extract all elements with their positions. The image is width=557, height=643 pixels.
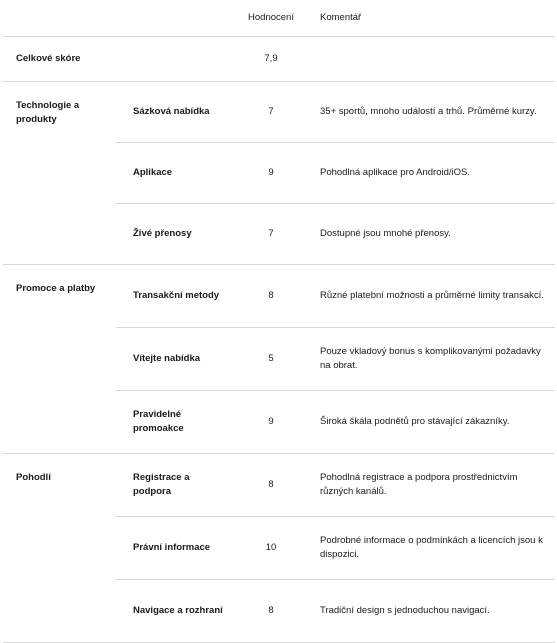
table-row (3, 265, 555, 328)
row-rating: 8 (232, 580, 310, 643)
row-comment: Dostupné jsou mnohé přenosy. (310, 204, 555, 265)
overall-score-label: Celkové skóre (3, 37, 116, 82)
row-label: Navigace a rozhraní (116, 580, 232, 643)
row-comment: Pouze vkladový bonus s komplikovanými požadavky na obrat. (310, 328, 555, 391)
row-comment: Podrobné informace o podmínkách a licencích jsou k dispozici. (310, 517, 555, 580)
group-label-promoce: Promoce a platby (3, 265, 116, 454)
header-rating: Hodnocení (232, 0, 310, 37)
header-empty-category (3, 0, 116, 37)
row-label: Transakční metody (116, 265, 232, 328)
row-comment: Pohodlná aplikace pro Android/iOS. (310, 143, 555, 204)
row-rating: 7 (232, 204, 310, 265)
row-label: Sázková nabídka (116, 82, 232, 143)
table-row (3, 82, 555, 143)
rating-table (3, 0, 555, 643)
row-label: Pravidelné promoakce (116, 391, 232, 454)
row-label: Právní informace (116, 517, 232, 580)
table-row (3, 454, 555, 517)
row-rating: 10 (232, 517, 310, 580)
row-rating: 7 (232, 82, 310, 143)
table-header-row (3, 0, 555, 37)
row-label: Registrace a podpora (116, 454, 232, 517)
row-label: Vítejte nabídka (116, 328, 232, 391)
header-empty-subcategory (116, 0, 232, 37)
row-rating: 5 (232, 328, 310, 391)
row-comment: Pohodlná registrace a podpora prostřednictvím různých kanálů. (310, 454, 555, 517)
row-rating: 8 (232, 454, 310, 517)
row-comment: Různé platební možnosti a průměrné limity transakcí. (310, 265, 555, 328)
overall-score-value: 7,9 (232, 37, 310, 82)
overall-score-empty (116, 37, 232, 82)
row-label: Živé přenosy (116, 204, 232, 265)
row-comment: Tradiční design s jednoduchou navigací. (310, 580, 555, 643)
group-label-pohodli: Pohodlí (3, 454, 116, 643)
header-comment: Komentář (310, 0, 555, 37)
overall-score-row (3, 37, 555, 82)
group-label-technologie: Technologie a produkty (3, 82, 116, 265)
overall-score-comment-empty (310, 37, 555, 82)
row-label: Aplikace (116, 143, 232, 204)
row-rating: 9 (232, 391, 310, 454)
row-comment: 35+ sportů, mnoho událostí a trhů. Průměrné kurzy. (310, 82, 555, 143)
row-comment: Široká škála podnětů pro stávající zákazníky. (310, 391, 555, 454)
row-rating: 8 (232, 265, 310, 328)
row-rating: 9 (232, 143, 310, 204)
